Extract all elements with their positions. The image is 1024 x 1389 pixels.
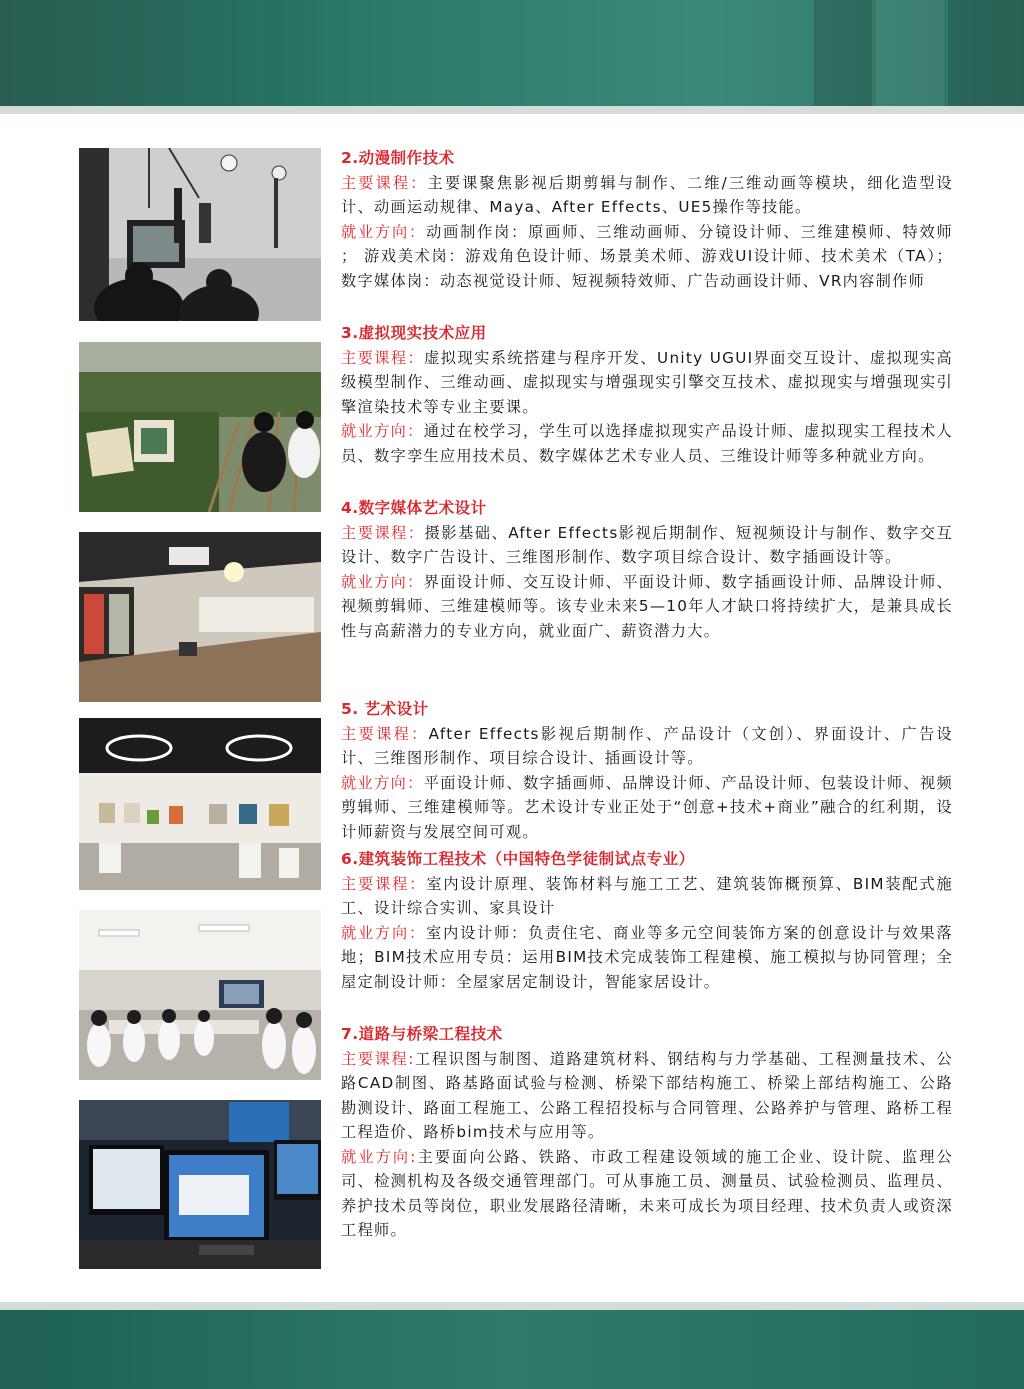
- career-paragraph: [341, 570, 953, 644]
- art-gallery-photo: [79, 718, 321, 890]
- section-art-design: [341, 697, 953, 844]
- footer-divider: [0, 1302, 1024, 1310]
- course-label: 主要课程：: [341, 173, 428, 192]
- career-paragraph: [341, 771, 953, 845]
- career-label: 就业方向：: [341, 923, 427, 942]
- career-label: 就业方向:: [341, 1147, 417, 1166]
- section-title: 4.数字媒体艺术设计: [341, 499, 487, 517]
- animation-studio-photo: [79, 148, 321, 321]
- header-world-pattern: [0, 0, 320, 106]
- career-label: 就业方向：: [341, 422, 424, 440]
- footer-band: [0, 1310, 1024, 1389]
- computer-lab-photo: [79, 1100, 321, 1269]
- course-text: 虚拟现实系统搭建与程序开发、Unity UGUI界面交互设计、虚拟现实高级模型制作、三维动画、虚拟现实与增强现实引擎交互技术、虚拟现实与增强现实引擎渲染技术等专业主要课。: [341, 348, 954, 416]
- course-paragraph: [341, 521, 953, 570]
- course-paragraph: [341, 346, 953, 420]
- course-text: 摄影基础、After Effects影视后期制作、短视频设计与制作、数字交互设计、数字广告设计、三维图形制作、数字项目综合设计、数字插画设计等。: [341, 523, 953, 566]
- career-text: 室内设计师：负责住宅、商业等多元空间装饰方案的创意设计与效果落地；BIM技术应用专员：运用BIM技术完成装饰工程建模、施工模拟与协同管理；全屋定制设计师：全屋家居定制设计，智能家居设计。: [341, 923, 953, 991]
- course-label: 主要课程：: [341, 874, 427, 893]
- career-label: 就业方向：: [341, 572, 424, 591]
- career-paragraph: [341, 921, 953, 995]
- section-animation: [341, 146, 953, 293]
- course-paragraph: [341, 722, 953, 771]
- career-text: 主要面向公路、铁路、市政工程建设领域的施工企业、设计院、监理公司、检测机构及各级交通管理部门。可从事施工员、测量员、试验检测员、监理员、养护技术员等岗位，职业发展路径清晰，未来可成长为项目经理、技术负责人或资深工程师。: [341, 1147, 953, 1239]
- digital-media-room-photo: [79, 532, 321, 702]
- section-title: 2.动漫制作技术: [341, 149, 455, 167]
- header-band: [0, 0, 1024, 106]
- section-title: 3.虚拟现实技术应用: [341, 324, 487, 342]
- section-title: 6.建筑装饰工程技术（中国特色学徒制试点专业）: [341, 850, 695, 868]
- course-text: 工程识图与制图、道路建筑材料、钢结构与力学基础、工程测量技术、公路CAD制图、路基路面试验与检测、桥梁下部结构施工、桥梁上部结构施工、公路勘测设计、路面工程施工、公路工程招投标与合同管理、公路养护与管理、路桥工程工程造价、路桥bim技术与应用等。: [341, 1049, 953, 1141]
- career-label: 就业方向：: [341, 222, 427, 241]
- section-title: 5. 艺术设计: [341, 700, 429, 718]
- classroom-photo: [79, 910, 321, 1080]
- course-paragraph: [341, 171, 953, 220]
- section-digital-media: [341, 496, 953, 643]
- course-label: 主要课程:: [341, 1049, 415, 1068]
- career-text: 界面设计师、交互设计师、平面设计师、数字插画设计师、品牌设计师、视频剪辑师、三维建模师等。该专业未来5—10年人才缺口将持续扩大，是兼具成长性与高薪潜力的专业方向，就业面广、薪资潜力大。: [341, 572, 954, 640]
- course-text: 主要课聚焦影视后期剪辑与制作、二维/三维动画等模块，细化造型设计、动画运动规律、Maya、After Effects、UE5操作等技能。: [341, 173, 953, 216]
- career-text: 动画制作岗：原画师、三维动画师、分镜设计师、三维建模师、特效师 ； 游戏美术岗：游戏角色设计师、场景美术师、游戏UI设计师、技术美术（TA）； 数字媒体岗：动态视觉设计师、短视频特效师、广告动画设计师、VR内容制作师: [341, 222, 953, 290]
- career-text: 通过在校学习，学生可以选择虚拟现实产品设计师、虚拟现实工程技术人员、数字孪生应用技术员、数字媒体艺术专业人员、三维设计师等多种就业方向。: [341, 422, 954, 465]
- section-architecture-decoration: [341, 847, 953, 994]
- course-paragraph: [341, 872, 953, 921]
- section-road-bridge: [341, 1022, 953, 1243]
- career-label: 就业方向：: [341, 773, 424, 792]
- section-vr: [341, 321, 953, 468]
- header-blocks: [814, 0, 1024, 106]
- course-text: 室内设计原理、装饰材料与施工工艺、建筑装饰概预算、BIM装配式施工、设计综合实训、家具设计: [341, 874, 953, 917]
- header-divider: [0, 106, 1024, 114]
- career-text: 平面设计师、数字插画师、品牌设计师、产品设计师、包装设计师、视频剪辑师、三维建模师等。艺术设计专业正处于“创意+技术+商业”融合的红利期，设计师薪资与发展空间可观。: [341, 773, 954, 841]
- section-title: 7.道路与桥梁工程技术: [341, 1025, 503, 1043]
- course-text: After Effects影视后期制作、产品设计（文创）、界面设计、广告设计、三维图形制作、项目综合设计、插画设计等。: [341, 724, 953, 767]
- course-label: 主要课程：: [341, 348, 425, 367]
- course-label: 主要课程：: [341, 523, 425, 542]
- career-paragraph: [341, 1145, 953, 1243]
- course-paragraph: [341, 1047, 953, 1145]
- course-label: 主要课程：: [341, 724, 429, 743]
- vr-outdoor-sketch-photo: [79, 342, 321, 512]
- career-paragraph: [341, 220, 953, 294]
- career-paragraph: [341, 419, 953, 468]
